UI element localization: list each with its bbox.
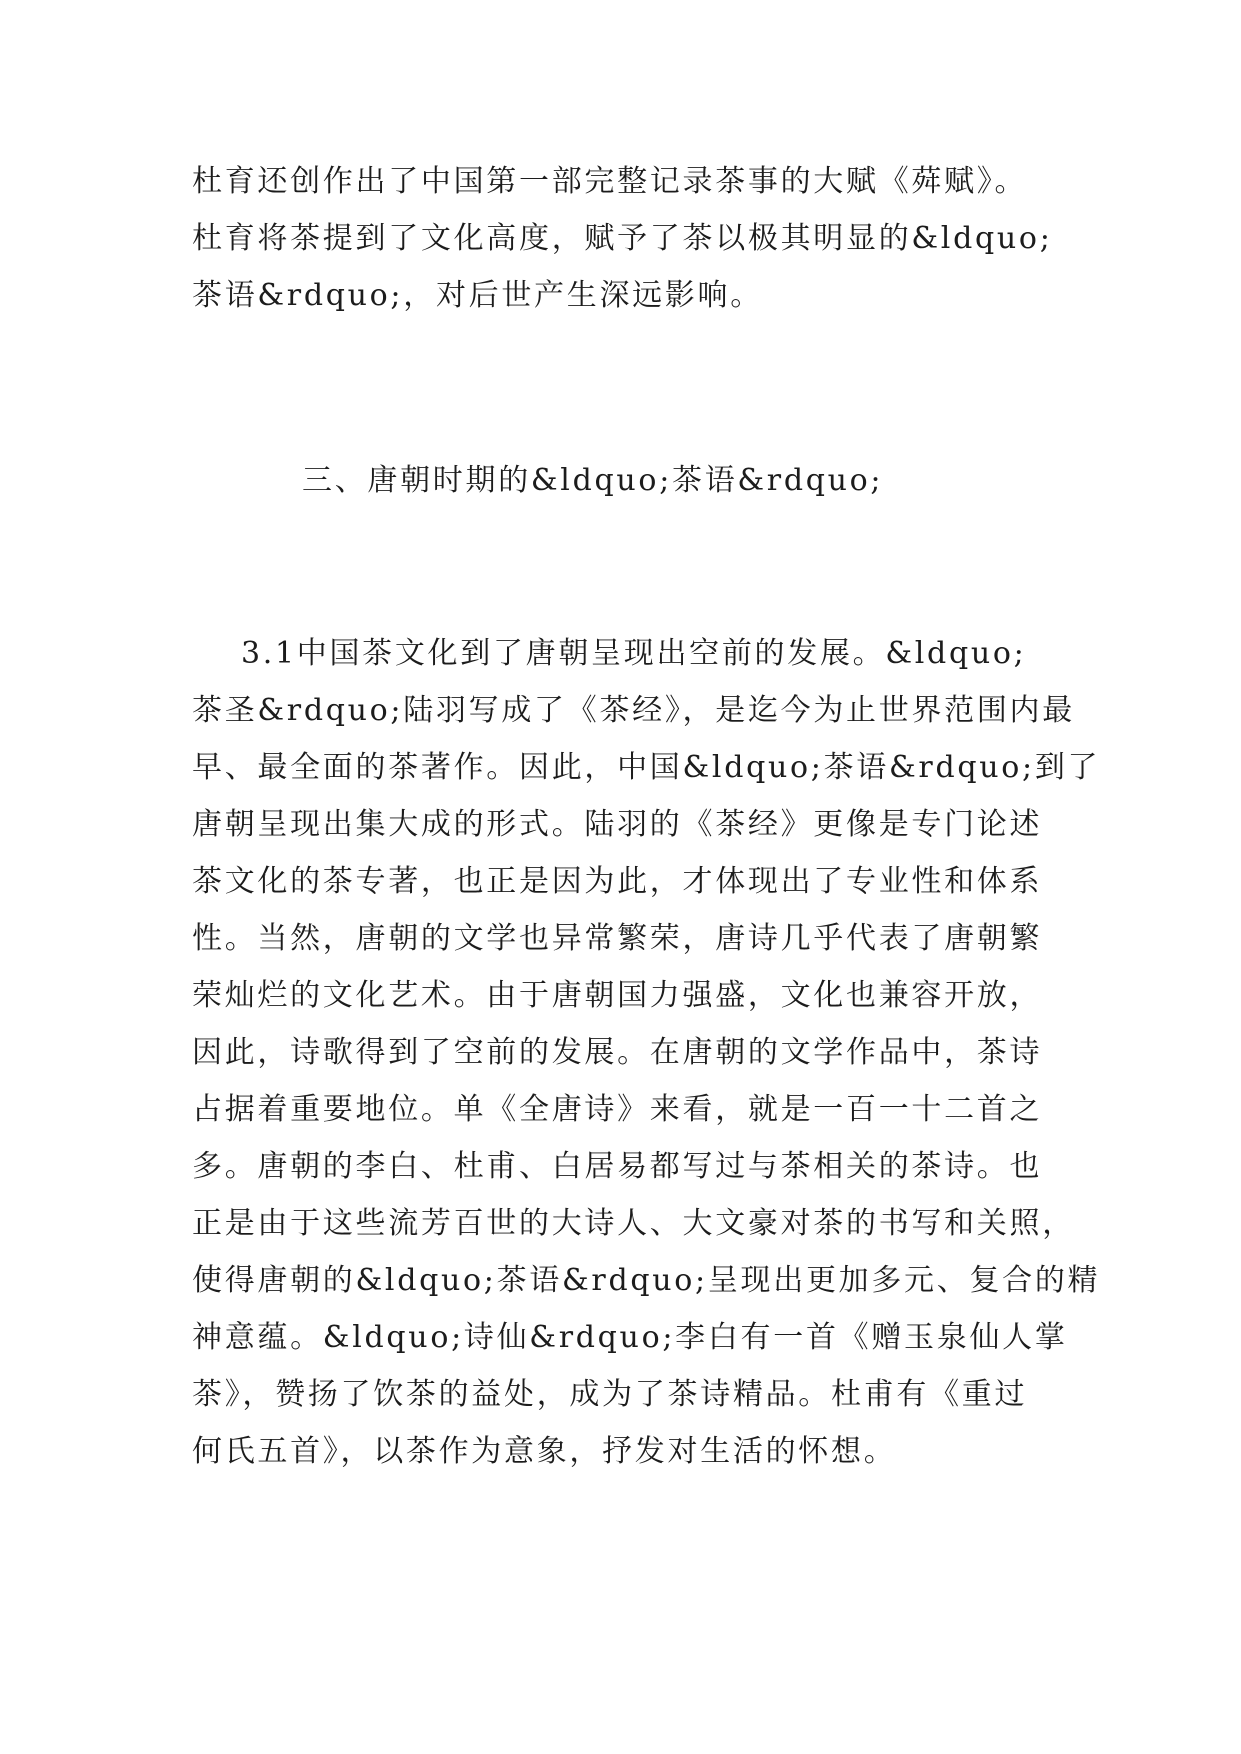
paragraph-2-line-13: 神意蕴。&ldquo;诗仙&rdquo;李白有一首《赠玉泉仙人掌 (192, 1320, 1068, 1355)
paragraph-2-line-11: 正是由于这些流芳百世的大诗人、大文豪对茶的书写和关照， (192, 1206, 1075, 1241)
paragraph-2-line-8: 因此，诗歌得到了空前的发展。在唐朝的文学作品中，茶诗 (192, 1035, 1043, 1070)
paragraph-2-line-6: 性。当然，唐朝的文学也异常繁荣，唐诗几乎代表了唐朝繁 (192, 921, 1043, 956)
paragraph-2-line-14: 茶》，赞扬了饮茶的益处，成为了茶诗精品。杜甫有《重过 (192, 1377, 1028, 1412)
paragraph-2-line-15: 何氏五首》，以茶作为意象，抒发对生活的怀想。 (192, 1434, 897, 1469)
paragraph-2-line-10: 多。唐朝的李白、杜甫、白居易都写过与茶相关的茶诗。也 (192, 1149, 1043, 1184)
paragraph-1-line-2: 杜育将茶提到了文化高度，赋予了茶以极其明显的&ldquo; (192, 221, 1053, 256)
paragraph-2-line-1: 3.1中国茶文化到了唐朝呈现出空前的发展。&ldquo; (192, 636, 1027, 671)
paragraph-1-line-1: 杜育还创作出了中国第一部完整记录茶事的大赋《荈赋》。 (192, 164, 1028, 199)
paragraph-1-line-3: 茶语&rdquo;，对后世产生深远影响。 (192, 278, 763, 313)
section-heading: 三、唐朝时期的&ldquo;茶语&rdquo; (302, 463, 884, 498)
paragraph-2-line-2: 茶圣&rdquo;陆羽写成了《茶经》，是迄今为止世界范围内最 (192, 693, 1075, 728)
paragraph-2-line-3: 早、最全面的茶著作。因此，中国&ldquo;茶语&rdquo;到了 (192, 750, 1101, 785)
paragraph-2-line-9: 占据着重要地位。单《全唐诗》来看，就是一百一十二首之 (192, 1092, 1043, 1127)
paragraph-2-line-4: 唐朝呈现出集大成的形式。陆羽的《茶经》更像是专门论述 (192, 807, 1043, 842)
paragraph-2-line-7: 荣灿烂的文化艺术。由于唐朝国力强盛，文化也兼容开放， (192, 978, 1043, 1013)
paragraph-2-line-12: 使得唐朝的&ldquo;茶语&rdquo;呈现出更加多元、复合的精 (192, 1263, 1101, 1298)
paragraph-2-line-5: 茶文化的茶专著，也正是因为此，才体现出了专业性和体系 (192, 864, 1043, 899)
